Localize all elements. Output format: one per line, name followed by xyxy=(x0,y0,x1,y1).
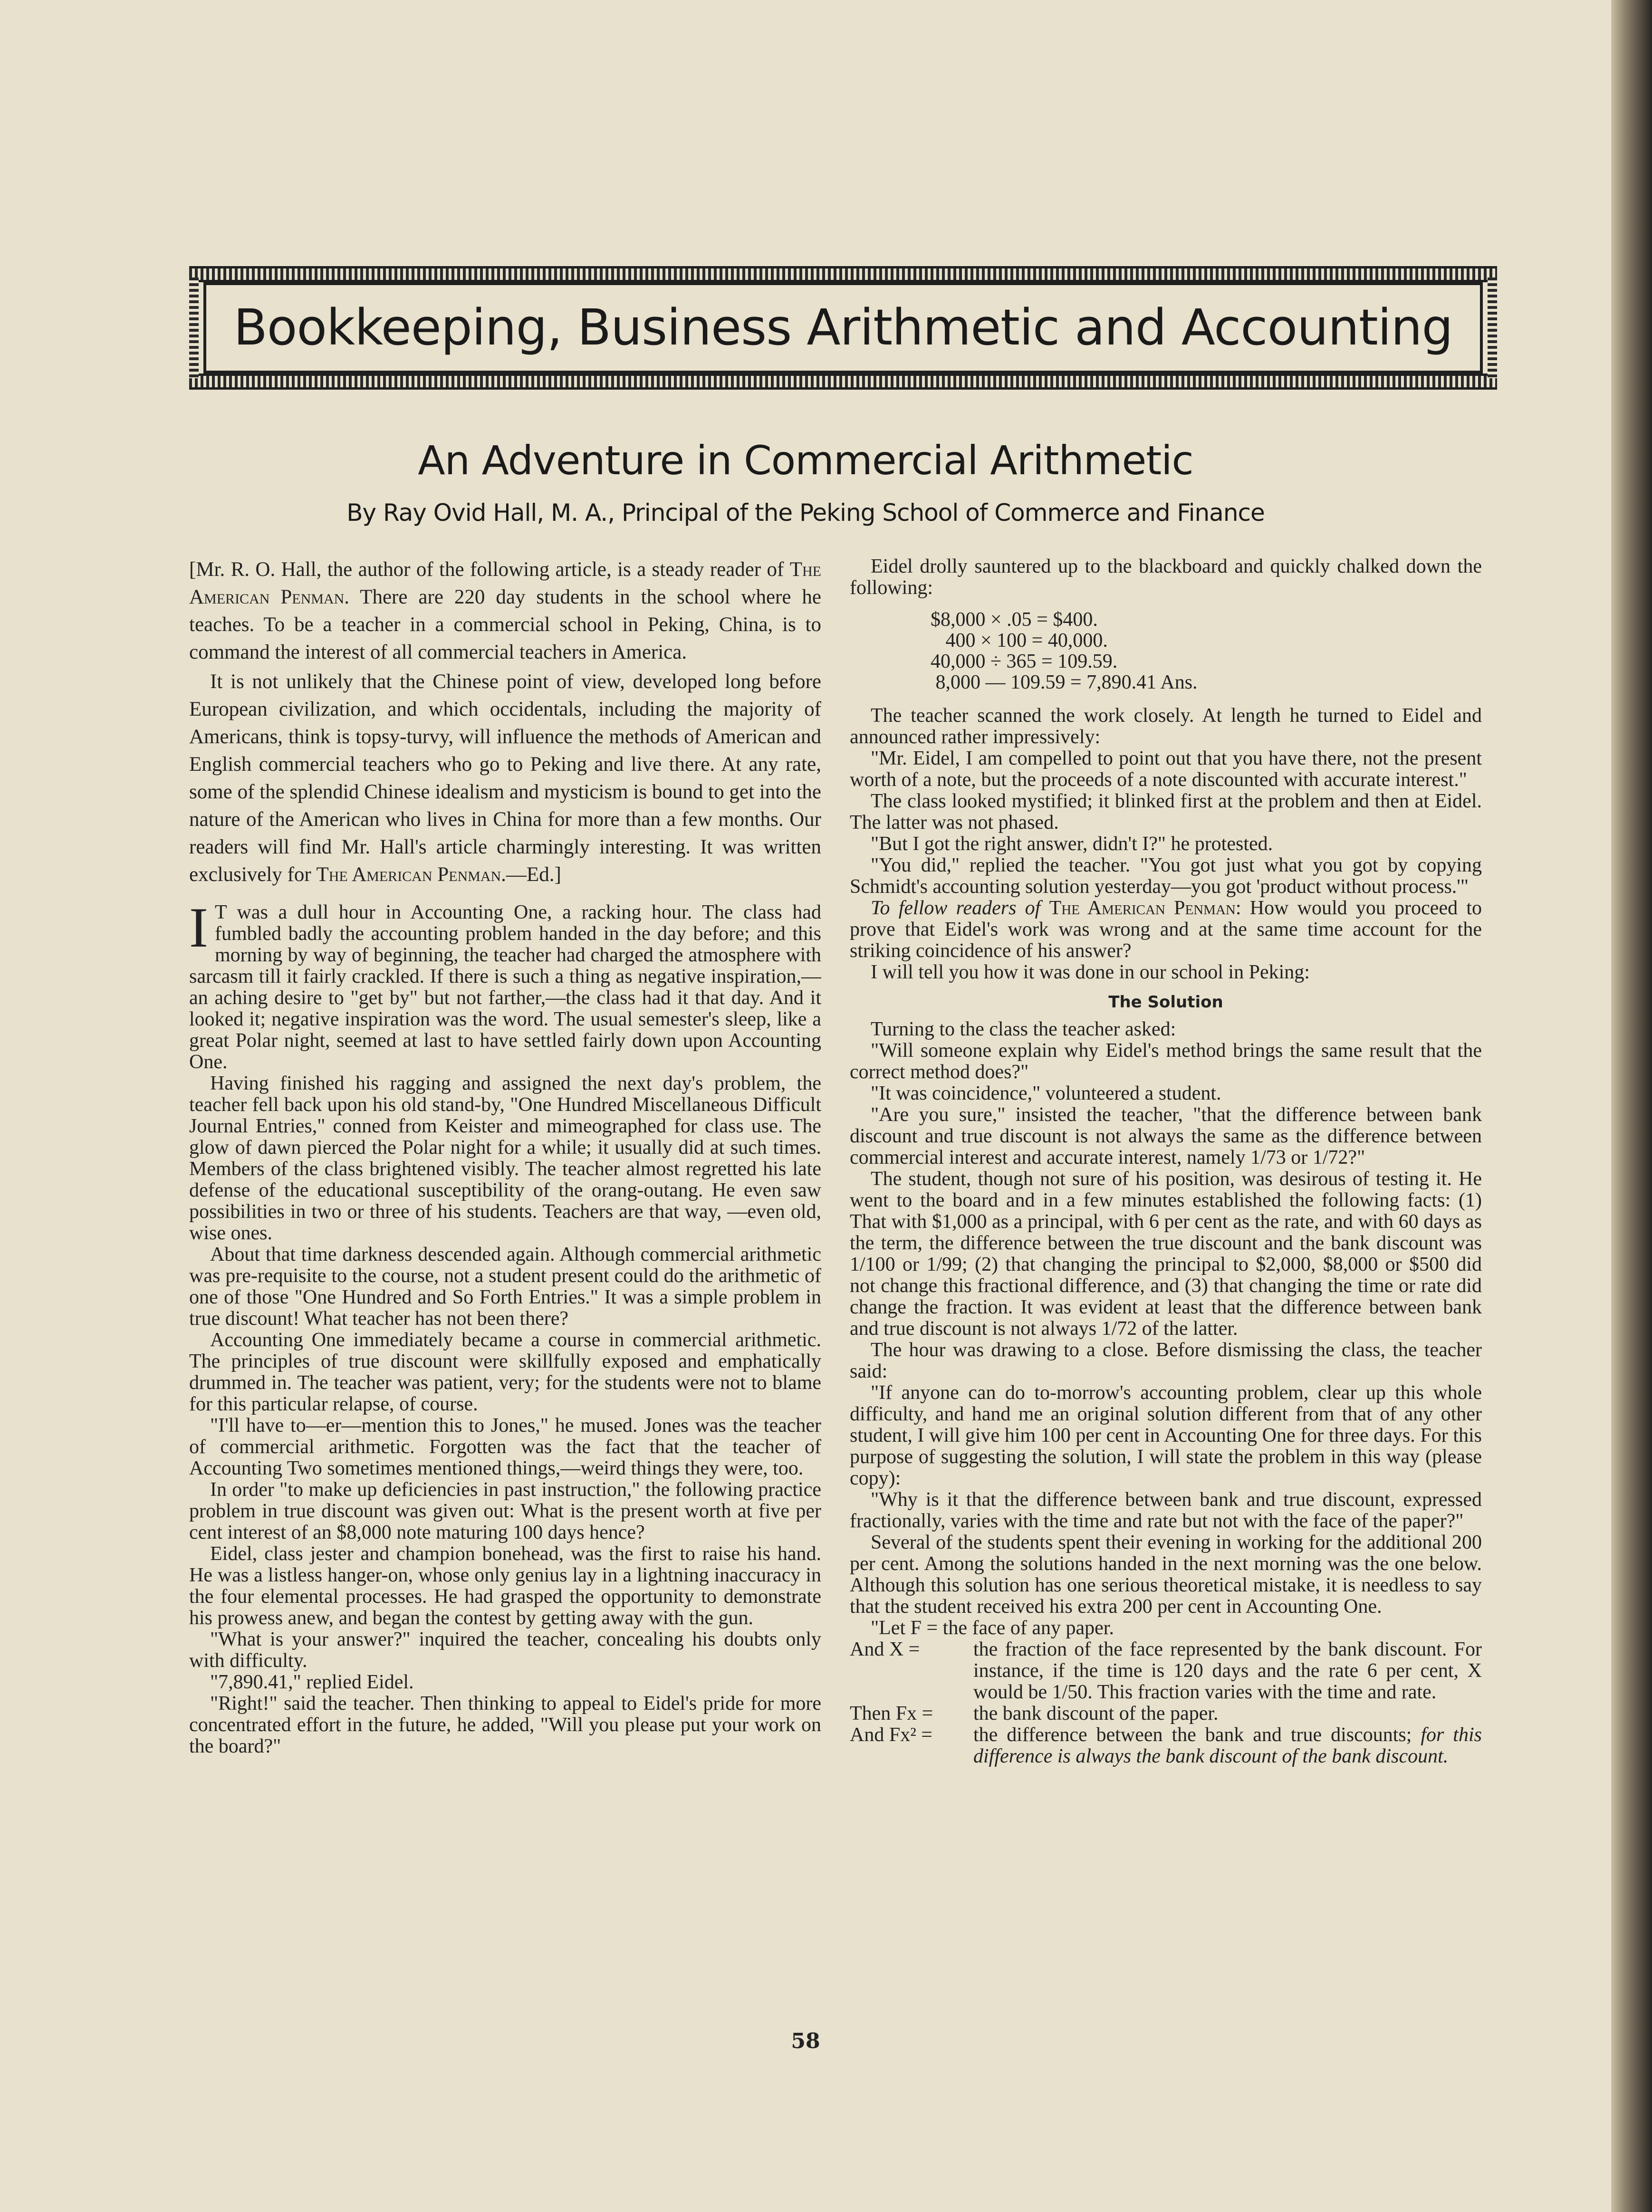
body-paragraph-12: The teacher scanned the work closely. At length he turned to Eidel and announced rather impressively: xyxy=(850,705,1482,748)
body-paragraph-5: "I'll have to—er—mention this to Jones," he mused. Jones was the teacher of commercial arithmetic. Forgotten was the fact that the teacher of Accounting Two sometimes mentioned things,—weird things they were, too. xyxy=(189,1415,821,1479)
equation-line-3 xyxy=(850,1703,1482,1724)
section-banner xyxy=(189,266,1497,390)
body-paragraph-17 xyxy=(850,898,1482,962)
equation-2-lhs: And X = xyxy=(850,1638,920,1660)
equation-4-rhs-italic: for this difference is always the bank discount of the bank discount. xyxy=(973,1724,1482,1767)
body-p17-text: : How would you proceed to prove that Eidel's work was wrong and at the same time account for the striking coincidence of his answer? xyxy=(850,897,1482,962)
equation-3-lhs: Then Fx = xyxy=(850,1703,933,1724)
body-paragraph-20: "Will someone explain why Eidel's method brings the same result that the correct method does?" xyxy=(850,1040,1482,1083)
equation-4-rhs xyxy=(973,1724,1482,1767)
magazine-name: The American Penman xyxy=(1049,897,1236,919)
equation-2-rhs: the fraction of the face represented by the bank discount. For instance, if the time is 120 days and the rate 6 per cent, X would be 1/50. This fraction varies with the time and rate. xyxy=(973,1638,1482,1703)
body-paragraph-4: Accounting One immediately became a course in commercial arithmetic. The principles of true discount were skillfully exposed and emphatically drummed in. The teacher was patient, very; for the students were not to blame for this particular relapse, of course. xyxy=(189,1329,821,1415)
body-paragraph-19: Turning to the class the teacher asked: xyxy=(871,1018,1176,1040)
body-paragraph-10: "Right!" said the teacher. Then thinking to appeal to Eidel's pride for more concentrated effort in the future, he added, "Will you please put your work on the board?" xyxy=(189,1693,821,1757)
page-number: 58 xyxy=(791,2029,820,2053)
body-paragraph-18: I will tell you how it was done in our school in Peking: xyxy=(871,961,1310,983)
intro-p1-text-b: . There are 220 day students in the school where he teaches. To be a teacher in a commercial school in Peking, China, is to command the interest of all commercial teachers in America. xyxy=(189,586,821,663)
body-paragraph-16: "You did," replied the teacher. "You got just what you got by copying Schmidt's accounting solution yesterday—you got 'product without process.'" xyxy=(850,854,1482,898)
body-paragraph-15: "But I got the right answer, didn't I?" he protested. xyxy=(871,833,1273,855)
math-line-1: $8,000 × .05 = $400. xyxy=(931,609,1098,631)
body-paragraph-6: In order "to make up deficiencies in past instruction," the following practice problem in true discount was given out: What is the present worth at five per cent interest of an $8,000 note maturing 100 days hence? xyxy=(189,1479,821,1543)
editor-intro xyxy=(189,556,821,889)
page-edge xyxy=(1611,0,1652,2212)
solution-subhead: The Solution xyxy=(1108,993,1223,1012)
equation-line-4 xyxy=(850,1724,1482,1767)
intro-paragraph-1 xyxy=(189,556,821,666)
intro-paragraph-2 xyxy=(189,668,821,889)
right-column xyxy=(850,556,1482,2005)
body-paragraph-9: "7,890.41," replied Eidel. xyxy=(210,1671,414,1693)
banner-border-top xyxy=(189,266,1497,282)
left-column xyxy=(189,556,821,2005)
equation-line-1: "Let F = the face of any paper. xyxy=(871,1617,1114,1639)
body-paragraph-14: The class looked mystified; it blinked first at the problem and then at Eidel. The latter was not phased. xyxy=(850,790,1482,833)
magazine-name: The American Penman xyxy=(316,863,501,886)
drop-cap: I xyxy=(189,896,208,959)
article-title: An Adventure in Commercial Arithmetic xyxy=(418,437,1193,484)
body-paragraph-26: "Why is it that the difference between bank and true discount, expressed fractionally, varies with the time and rate but not with the face of the paper?" xyxy=(850,1489,1482,1532)
equation-4-lhs: And Fx² = xyxy=(850,1724,932,1746)
body-paragraph-24: The hour was drawing to a close. Before dismissing the class, the teacher said: xyxy=(850,1339,1482,1382)
body-paragraph-25: "If anyone can do to-morrow's accounting problem, clear up this whole difficulty, and hand me an original solution different from that of any other student, I will give him 100 per cent in Accounting One for three days. For this purpose of suggesting the solution, I will state the problem in this way (please copy): xyxy=(850,1382,1482,1489)
blackboard-work xyxy=(850,609,1482,693)
math-line-2: 400 × 100 = 40,000. xyxy=(931,630,1108,651)
equation-3-rhs: the bank discount of the paper. xyxy=(973,1703,1219,1724)
body-p17-italic: To fellow readers of xyxy=(871,897,1049,919)
intro-p2-text-a: It is not unlikely that the Chinese point of view, developed long before European civilization, and which occidentals, including the majority of Americans, think is topsy-turvy, will influence the methods of American and English commercial teachers who go to Peking and live there. At any rate, some of the splendid Chinese idealism and mysticism is bound to get into the nature of the American who lives in China for more than a few months. Our readers will find Mr. Hall's article charmingly interesting. It was written exclusively for xyxy=(189,670,821,886)
body-paragraph-7: Eidel, class jester and champion bonehead, was the first to raise his hand. He was a listless hanger-on, whose only genius lay in a lightning inaccuracy in the four elemental processes. He had grasped the opportunity to demonstrate his prowess anew, and began the contest by getting away with the gun. xyxy=(189,1543,821,1629)
banner-border-bottom xyxy=(189,373,1497,390)
body-paragraph-27: Several of the students spent their evening in working for the additional 200 per cent. Among the solutions handed in the next morning was the one below. Although this solution has one serious theoretical mistake, it is needless to say that the student received his extra 200 per cent in Accounting One. xyxy=(850,1532,1482,1618)
equation-line-2 xyxy=(850,1639,1482,1703)
math-line-4: 8,000 — 109.59 = 7,890.41 Ans. xyxy=(931,671,1198,693)
equation-4-rhs-text: the difference between the bank and true discounts; xyxy=(973,1724,1421,1746)
body-paragraph-13: "Mr. Eidel, I am compelled to point out that you have there, not the present worth of a note, but the proceeds of a note discounted with accurate interest." xyxy=(850,747,1482,791)
body-paragraph-22: "Are you sure," insisted the teacher, "that the difference between bank discount and true discount is not always the same as the difference between commercial interest and accurate interest, namely 1/73 or 1/72?" xyxy=(850,1104,1482,1168)
magazine-name: The American Penman xyxy=(189,558,821,608)
section-title: Bookkeeping, Business Arithmetic and Accounting xyxy=(233,298,1453,356)
body-paragraph-2: Having finished his ragging and assigned the next day's problem, the teacher fell back upon his old stand-by, "One Hundred Miscellaneous Difficult Journal Entries," conned from Keister and mimeographed for class use. The glow of dawn pierced the Polar night for a while; it usually did at such times. Members of the class brightened visibly. The teacher almost regretted his late defense of the educational susceptibility of the orang-outang. He even saw possibilities in two or three of his students. Teachers are that way, —even old, wise ones. xyxy=(189,1072,821,1244)
body-paragraph-3: About that time darkness descended again. Although commercial arithmetic was pre-requisite to the course, not a student present could do the arithmetic of one of those "One Hundred and So Forth Entries." It was a simple problem in true discount! What teacher has not been there? xyxy=(189,1244,821,1330)
body-paragraph-11: Eidel drolly sauntered up to the blackboard and quickly chalked down the following: xyxy=(850,556,1482,599)
math-line-3: 40,000 ÷ 365 = 109.59. xyxy=(931,651,1118,672)
body-paragraph-23: The student, though not sure of his position, was desirous of testing it. He went to the board and in a few minutes established the following facts: (1) That with $1,000 as a principal, with 6 per cent as the rate, and with 60 days as the term, the difference between the true discount and the bank discount was 1/100 or 1/99; (2) that changing the principal to $2,000, $8,000 or $500 did not change this fractional difference, and (3) that changing the time or rate did change the fraction. It was evident at least that the difference between bank and true discount is not always 1/72 of the latter. xyxy=(850,1168,1482,1340)
body-paragraph-21: "It was coincidence," volunteered a student. xyxy=(871,1082,1221,1104)
body-paragraph-8: "What is your answer?" inquired the teacher, concealing his doubts only with difficulty. xyxy=(189,1628,821,1672)
article-byline: By Ray Ovid Hall, M. A., Principal of the Peking School of Commerce and Finance xyxy=(346,499,1265,527)
body-p1-text: T was a dull hour in Accounting One, a racking hour. The class had fumbled badly the accounting problem handed in the day before; and this morning by way of beginning, the teacher had charged the atmosphere with sarcasm till it fairly crackled. If there is such a thing as negative inspiration,—an aching desire to "get by" but not farther,—the class had it that day. And it looked it; negative inspiration was the word. The usual semester's sleep, like a great Polar night, seemed at last to have settled fairly down upon Accounting One. xyxy=(189,901,821,1073)
intro-p2-text-b: .—Ed.] xyxy=(501,863,561,886)
intro-p1-text-a: [Mr. R. O. Hall, the author of the following article, is a steady reader of xyxy=(189,558,790,581)
body-paragraph-1 xyxy=(189,896,821,1073)
